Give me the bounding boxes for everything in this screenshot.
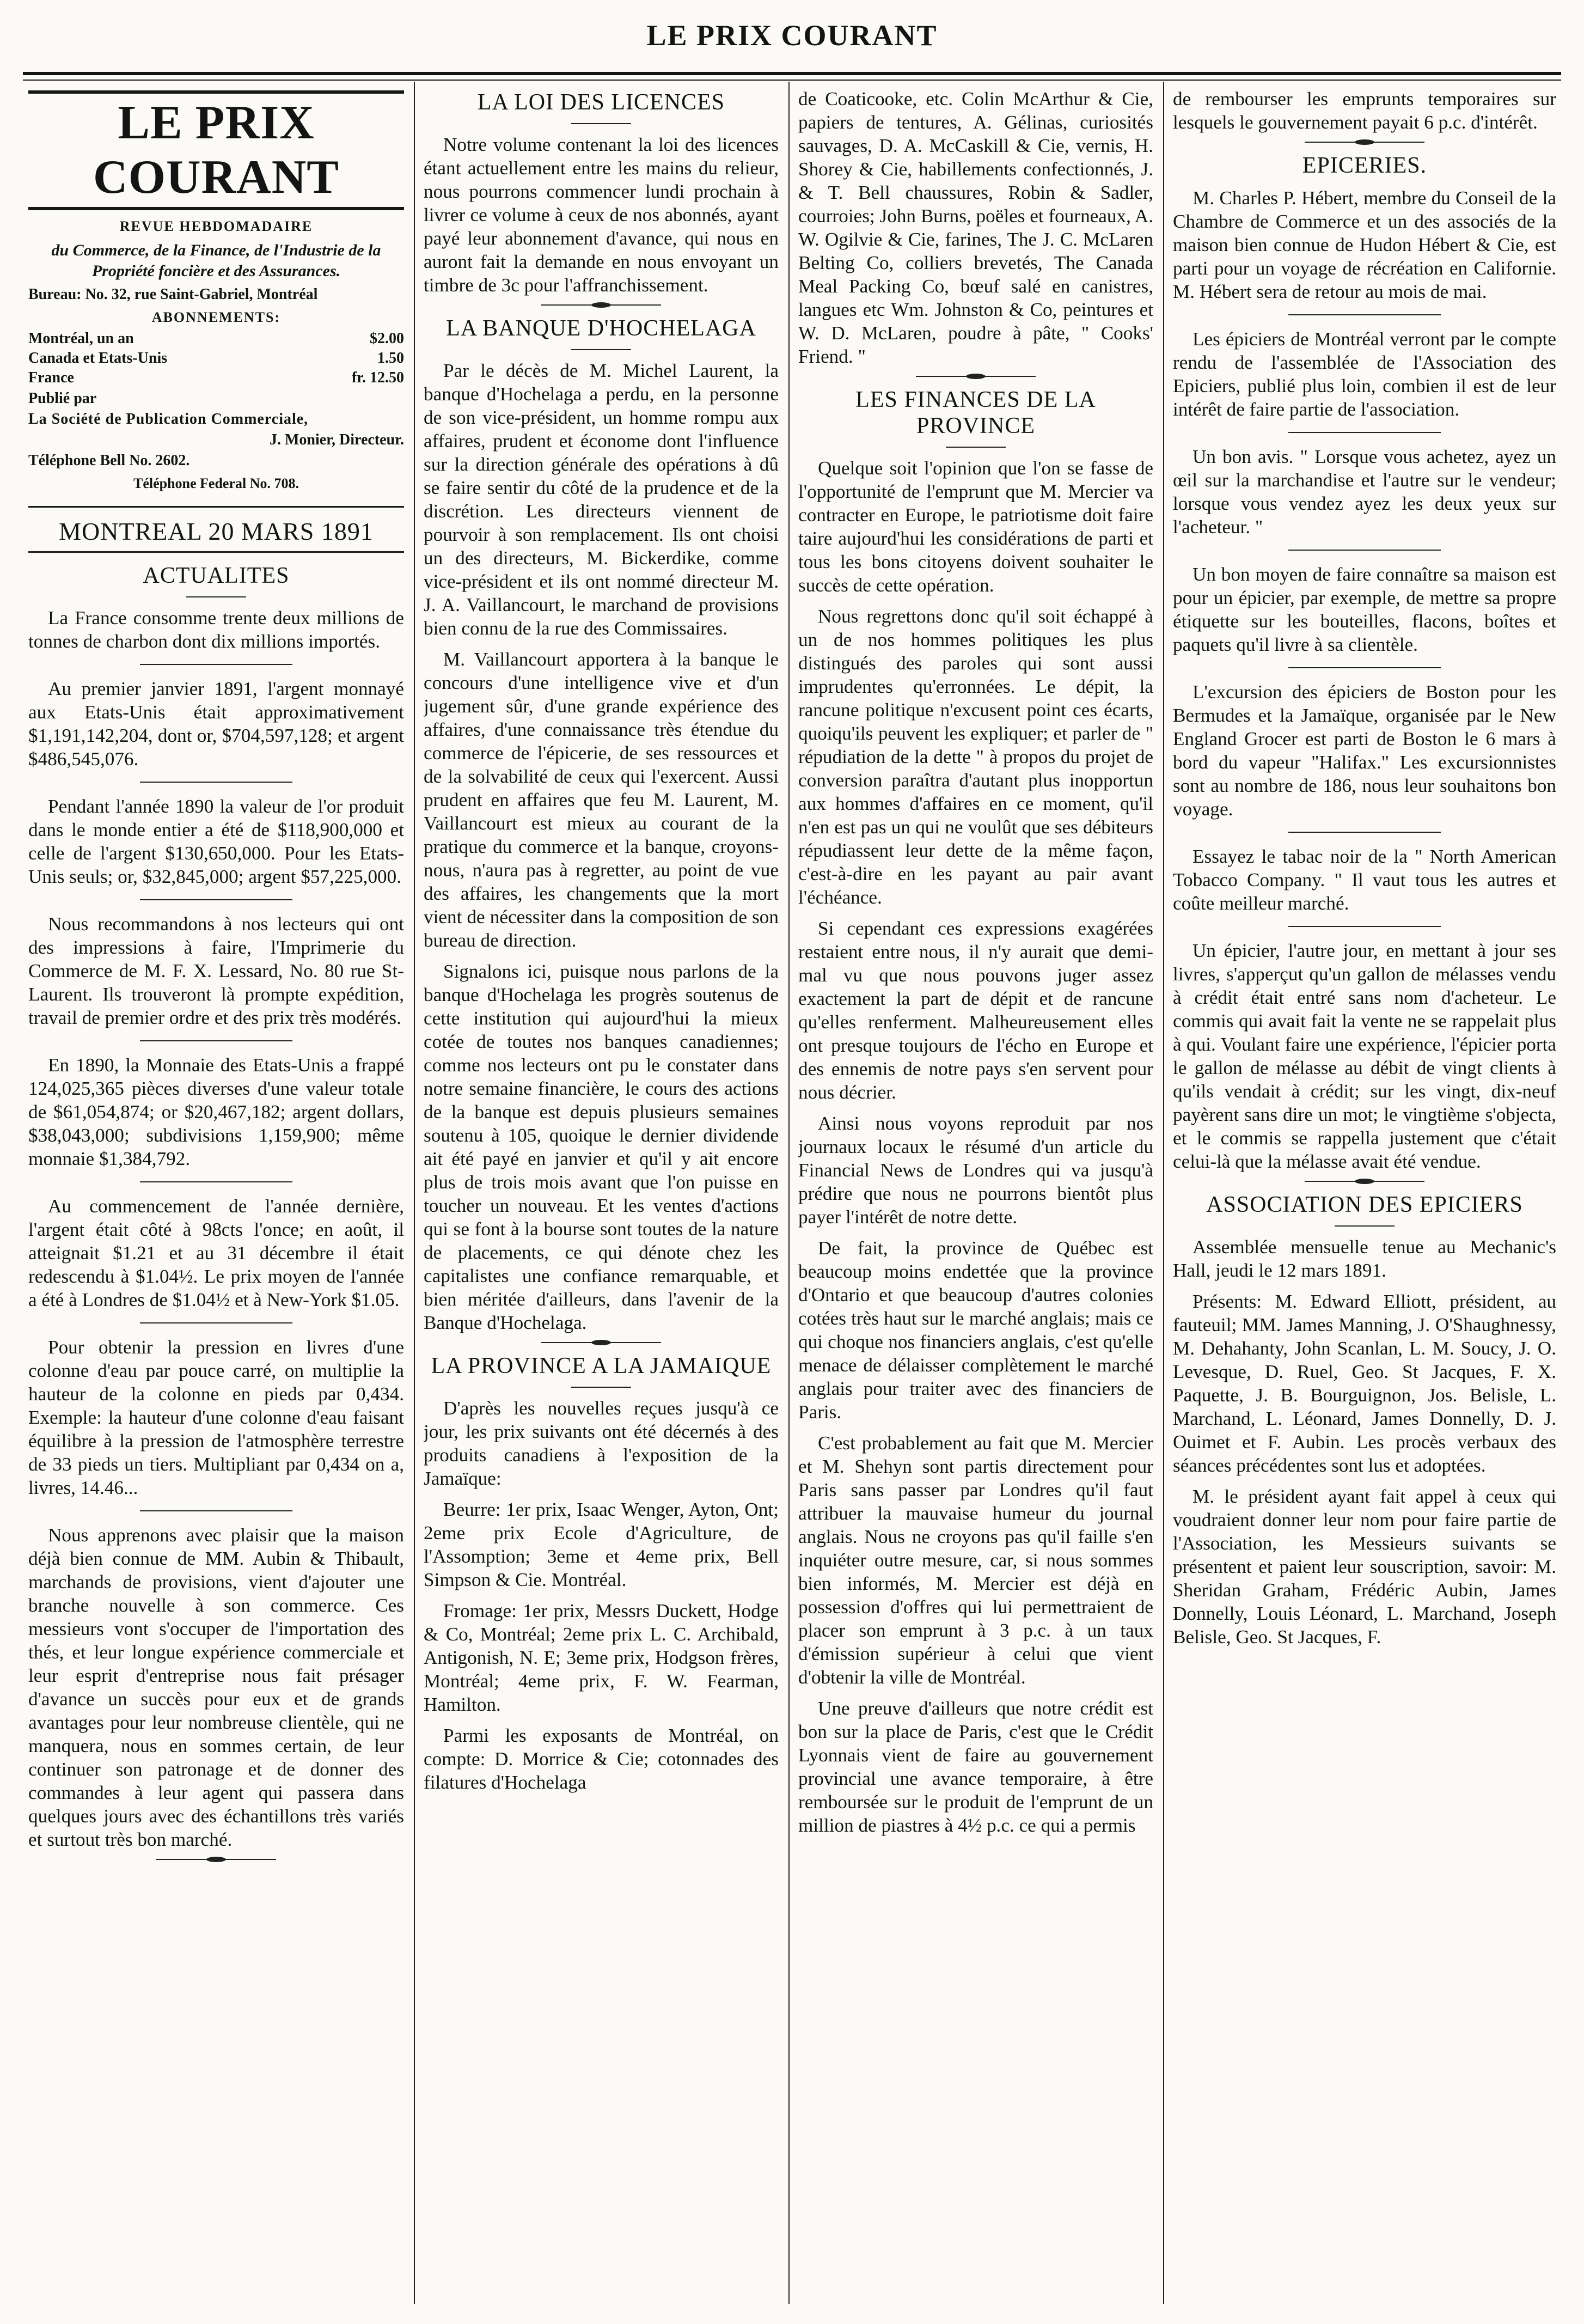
paragraph: Si cependant ces expressions exagérées restaient entre nous, il n'y aurait que demi-mal vu que nous pouvons juger assez exactement la part de dépit et de rancune qu'elles renferment. Malheureusement elles ont presque toujours de l'écho en Europe et des ennemis de notre pays s'en servent pour nous décrier.	[798, 918, 1153, 1103]
paragraph: Un bon moyen de faire connaître sa maison est pour un épicier, par exemple, de mettre sa propre étiquette sur les bouteilles, flacons, boîtes et paquets qu'il livre à sa clientèle.	[1173, 564, 1556, 655]
top-rule-thin	[23, 80, 1561, 81]
rule	[28, 551, 404, 553]
heading-province-jamaique: LA PROVINCE A LA JAMAIQUE	[431, 1353, 772, 1378]
paragraph: Assemblée mensuelle tenue au Mechanic's Hall, jeudi le 12 mars 1891.	[1173, 1236, 1556, 1281]
dash	[571, 123, 631, 124]
rate-row	[28, 349, 404, 368]
masthead	[28, 90, 404, 508]
rate-label: Montréal, un an	[28, 330, 134, 347]
separator	[1288, 926, 1441, 927]
rate-label: France	[28, 369, 74, 386]
separator	[140, 1322, 292, 1323]
separator	[140, 664, 292, 665]
paragraph: M. Vaillancourt apportera à la banque le concours d'une intelligence vive et d'un jugement sûr, d'une grande expérience des affaires, d'une connaissance très étendue du commerce de l'épicerie, de ses ressources et de la solvabilité de ceux qui l'exercent. Aussi prudent en affaires que feu M. Laurent, M. Vaillancourt est mieux au courant de la pratique du commerce et la banque, croyons-nous, n'aura pas à regretter, au point de vue des affaires, les changements que la mort vient de nécessiter dans la composition de son bureau de direction.	[424, 649, 779, 951]
column-4	[1173, 87, 1556, 2298]
paragraph: Signalons ici, puisque nous parlons de la banque d'Hochelaga les progrès soutenus de cette institution qui aujourd'hui la mieux cotée de toutes nos banques canadiennes; comme nos lecteurs ont pu le constater dans notre semaine financière, le cours des actions de la banque est depuis plusieurs semaines soutenu à 105, quoique le dernier dividende ait été payé en janvier et qu'il y ait encore plus de trois mois avant que l'on puisse en toucher un nouveau. Et les ventes d'actions qui se font à la bourse sont toutes de la nature de placements, ce qui dénote chez les capitalistes une confiance remarquable, et bien méritée d'ailleurs, dans l'avenir de la Banque d'Hochelaga.	[424, 961, 779, 1333]
top-rule	[23, 72, 1561, 75]
rate-price: fr. 12.50	[351, 369, 404, 386]
paragraph: Pendant l'année 1890 la valeur de l'or produit dans le monde entier a été de $118,900,000 et celle de l'argent $130,650,000. Pour les Etats-Unis seuls; or, $32,845,000; argent $57,225,000.	[28, 796, 404, 887]
dash	[571, 1387, 631, 1388]
dash	[1335, 1225, 1395, 1227]
paragraph: La France consomme trente deux millions de tonnes de charbon dont dix millions importés.	[28, 607, 404, 652]
column-divider	[1163, 82, 1164, 2304]
paragraph: Parmi les exposants de Montréal, on compte: D. Morrice & Cie; cotonnades des filatures d'Hochelaga	[424, 1725, 779, 1793]
separator	[1288, 667, 1441, 668]
column-divider	[414, 82, 415, 2304]
ornament	[541, 1342, 661, 1343]
column-3	[798, 87, 1153, 2298]
heading-loi-des-licences: LA LOI DES LICENCES	[477, 90, 725, 115]
abonnements-label: ABONNEMENTS:	[151, 309, 281, 325]
separator	[140, 1181, 292, 1182]
column-2	[424, 87, 779, 2298]
rate-label: Canada et Etats-Unis	[28, 350, 168, 367]
rate-row	[28, 329, 404, 349]
paragraph: Une preuve d'ailleurs que notre crédit est bon sur la place de Paris, c'est que le Crédit Lyonnais vient de faire au gouvernement provincial une avance temporaire, à être remboursée sur le produit de l'emprunt de un million de piastres à 4½ p.c. ce qui a permis	[798, 1698, 1153, 1836]
rate-price: 1.50	[377, 350, 404, 367]
rate-row	[28, 368, 404, 388]
ornament	[156, 1859, 276, 1860]
dash	[571, 349, 631, 350]
masthead-title: LE PRIX COURANT	[28, 90, 404, 210]
publisher: La Société de Publication Commerciale,	[28, 411, 309, 428]
masthead-bureau: Bureau: No. 32, rue Saint-Gabriel, Montréal	[28, 286, 318, 303]
ornament	[1305, 1181, 1424, 1182]
heading-epiceries: EPICERIES.	[1302, 153, 1427, 178]
ornament	[541, 304, 661, 306]
paragraph: Nous apprenons avec plaisir que la maison déjà bien connue de MM. Aubin & Thibault, marchands de provisions, vient d'ajouter une branche nouvelle à son commerce. Ces messieurs vont s'occuper de l'importation des thés, et leur longue expérience commerciale et leur esprit d'entreprise nous fait présager d'avance un succès pour eux et de grands avantages pour leur nombreuse clientèle, qui ne manquera, nous en sommes certain, de leur continuer son patronage et de donner des commandes à leur agent qui passera dans quelques jours avec des échantillons très variés et surtout très bon marché.	[28, 1524, 404, 1850]
paragraph: Beurre: 1er prix, Isaac Wenger, Ayton, Ont; 2eme prix Ecole d'Agriculture, de l'Assomption; 3eme et 4eme prix, Bell Simpson & Cie. Montréal.	[424, 1499, 779, 1590]
paragraph: de rembourser les emprunts temporaires sur lesquels le gouvernement payait 6 p.c. d'intérêt.	[1173, 88, 1556, 133]
separator	[140, 1040, 292, 1041]
paragraph: Quelque soit l'opinion que l'on se fasse de l'opportunité de l'emprunt que M. Mercier va contracter en Europe, le patriotisme doit faire taire aujourd'hui les considérations de parti et tous les bons citoyens doivent souhaiter le succès de cette opération.	[798, 458, 1153, 596]
ornament	[1305, 142, 1424, 143]
paragraph: Au commencement de l'année dernière, l'argent était côté à 98cts l'once; en août, il atteignait $1.21 et au 31 décembre il était redescendu à $1.04½. Le prix moyen de l'année a été à Londres de $1.04½ et à New-York $1.05.	[28, 1195, 404, 1310]
paragraph: Notre volume contenant la loi des licences étant actuellement entre les mains du relieur, nous pourrons commencer lundi prochain à livrer ce volume à ceux de nos abonnés, ayant payé leur abonnement d'avance, qui nous en auront fait la demande en nous envoyant un timbre de 3c pour l'affranchissement.	[424, 134, 779, 296]
paragraph: M. le président ayant fait appel à ceux qui voudraient donner leur nom pour faire partie de l'Association, les Messieurs suivants se présentent et paient leur souscription, savoir: M. Sheridan Graham, Frédéric Aubin, James Donnelly, Louis Léonard, L. Marchand, Joseph Belisle, Geo. St Jacques, F.	[1173, 1486, 1556, 1648]
telephone-federal: Téléphone Federal No. 708.	[133, 475, 299, 491]
running-head: LE PRIX COURANT	[646, 19, 938, 52]
masthead-subtitle: REVUE HEBDOMADAIRE	[119, 218, 313, 234]
paragraph: En 1890, la Monnaie des Etats-Unis a frappé 124,025,365 pièces diverses d'une valeur totale de $61,054,874; or $20,467,182; argent dollars, $38,043,000; subdivisions 1,159,900; même monnaie $1,384,792.	[28, 1054, 404, 1169]
separator	[1288, 314, 1441, 315]
paragraph: Pour obtenir la pression en livres d'une colonne d'eau par pouce carré, on multiplie la hauteur de la colonne en pieds par 0,434. Exemple: la hauteur d'une colonne d'eau faisant équilibre à la pression de l'atmosphère terrestre de 33 pieds un tiers. Multipliant par 0,434 on a, livres, 14.46...	[28, 1337, 404, 1498]
heading-association-epiciers: ASSOCIATION DES EPICIERS	[1206, 1192, 1523, 1217]
director: J. Monier, Directeur.	[269, 431, 404, 448]
rate-price: $2.00	[370, 330, 404, 347]
paragraph: D'après les nouvelles reçues jusqu'à ce jour, les prix suivants ont été décernés à des produits canadiens à l'exposition de la Jamaïque:	[424, 1398, 779, 1489]
paragraph: Nous regrettons donc qu'il soit échappé à un de nos hommes politiques les plus distingués des paroles qui sont aussi imprudentes qu'erronnées. Le dépit, la rancune politique n'excusent point ces écarts, quoiqu'ils peuvent les expliquer; et parler de " répudiation de la dette " à propos du projet de conversion paraîtra d'autant plus inopportun aux hommes d'affaires en ce moment, qu'il n'en est pas un qui ne voulût que ses débiteurs répudiassent leur dette de la même façon, c'est-à-dire en les payant au pair avant l'échéance.	[798, 606, 1153, 908]
dash	[946, 447, 1006, 448]
separator	[1288, 832, 1441, 833]
paragraph: Ainsi nous voyons reproduit par nos journaux locaux le résumé d'un article du Financial News de Londres qui va jusqu'à prédire que nous ne pourrons bientôt plus payer l'intérêt de notre dette.	[798, 1113, 1153, 1228]
ornament	[916, 376, 1036, 377]
separator	[140, 899, 292, 900]
heading-actualites: ACTUALITES	[143, 563, 290, 588]
column-1	[28, 87, 404, 2298]
heading-finances-province: LES FINANCES DE LA PROVINCE	[855, 387, 1096, 438]
separator	[1288, 432, 1441, 433]
paragraph: C'est probablement au fait que M. Mercier et M. Shehyn sont partis directement pour Paris sans passer par Londres qu'il faut attribuer la mauvaise humeur du journal anglais. Nous ne croyons pas qu'il faille s'en inquiéter outre mesure, car, si nous sommes bien informés, M. Mercier est déjà en possession d'offres qui lui permettraient de placer son emprunt à 3 p.c. à un taux d'émission supérieur à celui que vient d'obtenir la ville de Montréal.	[798, 1432, 1153, 1688]
paragraph: De fait, la province de Québec est beaucoup moins endettée que la province d'Ontario et que beaucoup d'autres colonies cotées très haut sur le marché anglais; mais ce qui choque nos financiers anglais, c'est qu'elle menace de délaisser complètement le marché anglais pour traiter avec des financiers de Paris.	[798, 1237, 1153, 1423]
dash	[186, 596, 246, 597]
paragraph: de Coaticooke, etc. Colin McArthur & Cie, papiers de tentures, A. Gélinas, curiosités sauvages, D. A. McCaskill & Cie, vernis, H. Shorey & Cie, habillements confectionnés, J. & T. Bell chaussures, Robin & Sadler, courroies; John Burns, poëles et fourneaux, A. W. Ogilvie & Cie, farines, The J. C. McLaren Belting Co, colliers brevetés, The Canada Meal Packing Co, bœuf salé en canistres, langues etc Wm. Johnston & Co, peintures et W. D. McLaren, poudre à pâte, " Cooks' Friend. "	[798, 88, 1153, 367]
paragraph: Par le décès de M. Michel Laurent, la banque d'Hochelaga a perdu, en la personne de son vice-président, un homme rompu aux affaires, prudent et économe dont l'influence sur la direction générale des opérations à dû se faire sentir du côté de la prudence et de la discrétion. Les directeurs viennent de pourvoir à son remplacement. Ils ont choisi un des directeurs, M. Bickerdike, comme vice-président et ils ont nommé directeur M. J. A. Vaillancourt, le marchand de provisions bien connu de la rue des Commissaires.	[424, 360, 779, 639]
separator	[140, 782, 292, 783]
paragraph: M. Charles P. Hébert, membre du Conseil de la Chambre de Commerce et un des associés de la maison bien connue de Hudon Hébert & Cie, est parti pour un voyage de récréation en Californie. M. Hébert sera de retour au mois de mai.	[1173, 187, 1556, 302]
publie-par: Publié par	[28, 390, 97, 407]
masthead-description: du Commerce, de la Finance, de l'Industrie de la Propriété foncière et des Assurances.	[51, 241, 381, 280]
paragraph: L'excursion des épiciers de Boston pour les Bermudes et la Jamaïque, organisée par le New England Grocer est parti de Boston le 6 mars à bord du vapeur "Halifax." Les excursionnistes sont au nombre de 186, nous leur souhaitons bon voyage.	[1173, 681, 1556, 820]
heading-banque-hochelaga: LA BANQUE D'HOCHELAGA	[446, 316, 756, 341]
column-divider	[788, 82, 790, 2304]
paragraph: Les épiciers de Montréal verront par le compte rendu de l'assemblée de l'Association des Epiciers, publié plus loin, combien il est de leur intérêt de faire partie de l'association.	[1173, 328, 1556, 420]
telephone-bell: Téléphone Bell No. 2602.	[28, 452, 190, 469]
paragraph: Au premier janvier 1891, l'argent monnayé aux Etats-Unis était approximativement $1,191,142,204, dont or, $704,597,128; et argent $486,545,076.	[28, 678, 404, 770]
paragraph: Fromage: 1er prix, Messrs Duckett, Hodge & Co, Montréal; 2eme prix L. C. Archibald, Antigonish, N. E; 3eme prix, Hodgson frères, Montréal; 4eme prix, F. W. Fearman, Hamilton.	[424, 1600, 779, 1715]
paragraph: Un bon avis. " Lorsque vous achetez, ayez un œil sur la marchandise et l'autre sur le vendeur; lorsque vous vendez ayez les deux yeux sur l'acheteur. "	[1173, 446, 1556, 538]
paragraph: Un épicier, l'autre jour, en mettant à jour ses livres, s'apperçut qu'un gallon de mélasses vendu à crédit était entré sans nom d'acheteur. Le commis qui avait fait la vente ne se rappelait plus à qui. Voulant faire une expérience, l'épicier porta le gallon de mélasse au débit de vingt clients à qu'ils vendait à crédit; sur les vingt, dix-neuf payèrent sans dire un mot; le vingtième s'objecta, et le commis se rappella justement que c'était celui-là que la mélasse avait été vendue.	[1173, 940, 1556, 1172]
paragraph: Nous recommandons à nos lecteurs qui ont des impressions à faire, l'Imprimerie du Commerce de M. F. X. Lessard, No. 80 rue St-Laurent. Ils trouveront là prompte expédition, travail de premier ordre et des prix très modérés.	[28, 913, 404, 1028]
paragraph: Essayez le tabac noir de la " North American Tobacco Company. " Il vaut tous les autres et coûte meilleur marché.	[1173, 846, 1556, 914]
paragraph: Présents: M. Edward Elliott, président, au fauteuil; MM. James Manning, J. O'Shaughnessy, M. Dehahanty, John Scanlan, L. M. Soucy, J. O. Levesque, D. Ruel, Geo. St Jacques, F. X. Paquette, J. B. Bourguignon, Jos. Belisle, L. Marchand, L. Léonard, James Donnelly, D. J. Ouimet et F. Aubin. Les procès verbaux des séances précédentes sont lus et adoptées.	[1173, 1291, 1556, 1476]
separator	[1288, 550, 1441, 551]
dateline: MONTREAL 20 MARS 1891	[59, 517, 374, 545]
separator	[140, 1510, 292, 1511]
